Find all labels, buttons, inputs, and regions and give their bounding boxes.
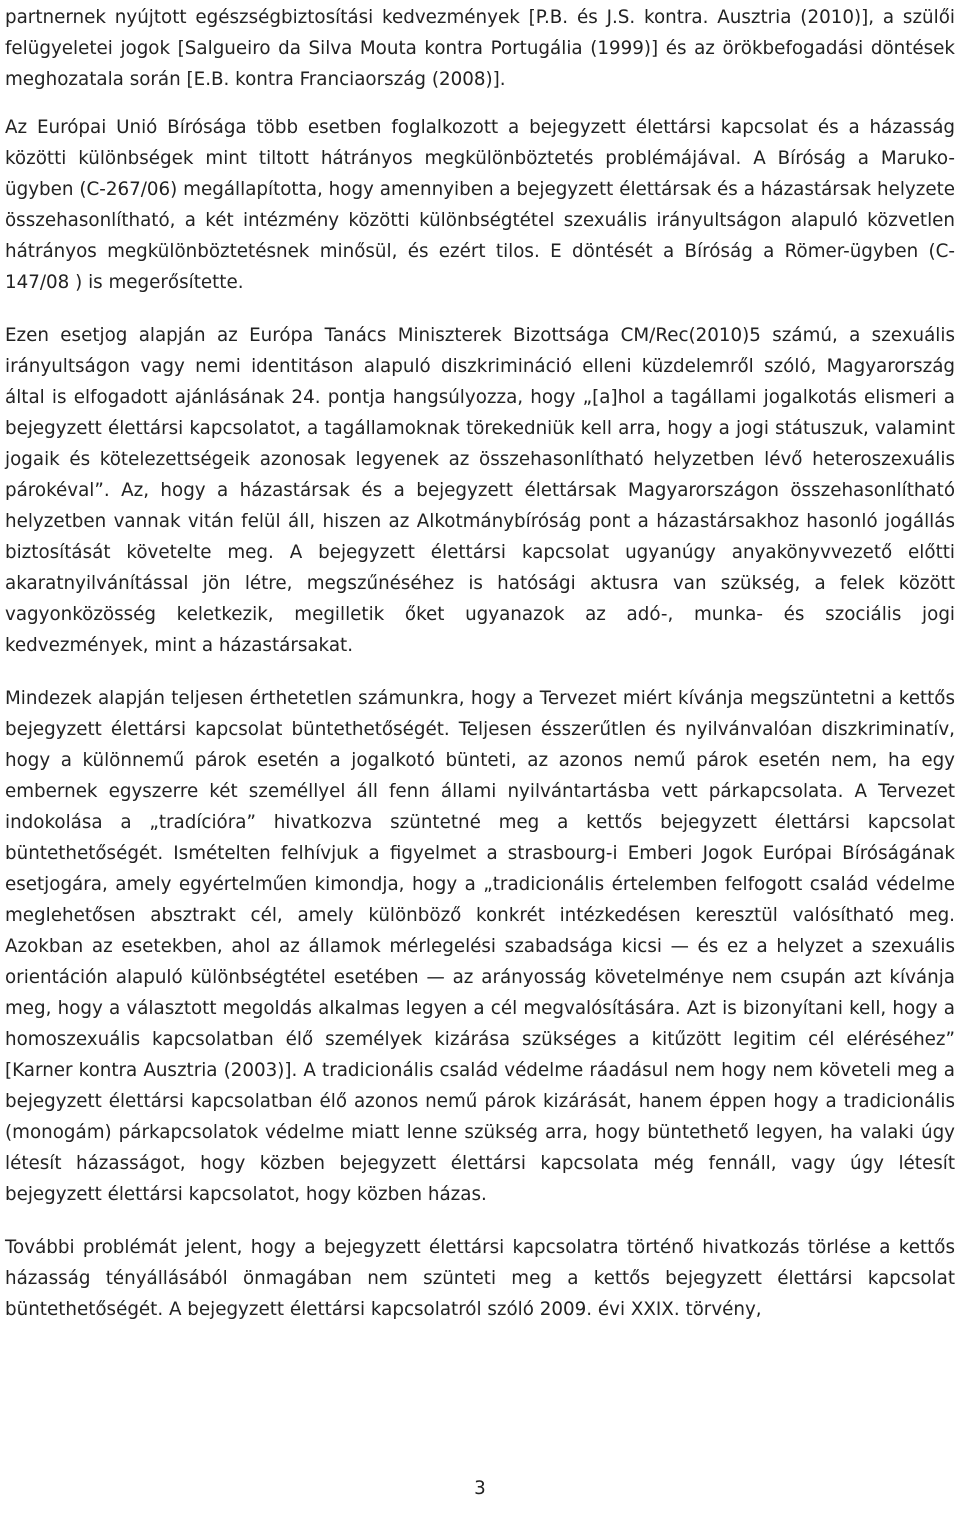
page-number: 3 (474, 1478, 486, 1499)
paragraph-4: Mindezek alapján teljesen érthetetlen számunkra, hogy a Tervezet miért kívánja megszüntetni a kettős bejegyzett élettársi kapcsolat büntethetőségét. Teljesen ésszerűtlen és nyilvánvalóan diszkriminatív, hogy a különnemű párok esetén a jogalkotó bünteti, az azonos nemű párok esetén nem, ha egy embernek egyszerre két személlyel áll fenn állami nyilvántartásba vett párkapcsolata. A Tervezet indokolása a „tradícióra” hivatkozva szüntetné meg a kettős bejegyzett élettársi kapcsolat büntethetőségét. Ismételten felhívjuk a figyelmet a strasbourg-i Emberi Jogok Európai Bíróságának esetjogára, amely egyértelműen kimondja, hogy a „tradicionális értelemben felfogott család védelme meglehetősen absztrakt cél, amely különböző konkrét intézkedésen keresztül valósítható meg. Azokban az esetekben, ahol az államok mérlegelési szabadsága kicsi — és ez a helyzet a szexuális orientáción alapuló különbségtétel esetében — az arányosság követelménye nem csupán azt kívánja meg, hogy a választott megoldás alkalmas legyen a cél megvalósítására. Azt is bizonyítani kell, hogy a homoszexuális kapcsolatban élő személyek kizárása szükséges a kitűzött legitim cél eléréséhez” [Karner kontra Ausztria (2003)]. A tradicionális család védelme ráadásul nem hogy nem követeli meg a bejegyzett élettársi kapcsolatban élő azonos nemű párok kizárását, hanem éppen hogy a tradicionális (monogám) párkapcsolatok védelme miatt lenne szükség arra, hogy büntethető legyen, ha valaki úgy létesít házasságot, hogy közben bejegyzett élettársi kapcsolata még fennáll, vagy úgy létesít bejegyzett élettársi kapcsolatot, hogy közben házas. (5, 688, 955, 1205)
paragraph-1: partnernek nyújtott egészségbiztosítási kedvezmények [P.B. és J.S. kontra. Ausztria (2010)], a szülői felügyeletei jogok [Salgueiro da Silva Mouta kontra Portugália (1999)] és az örökbefogadási döntések meghozatala során [E.B. kontra Franciaország (2008)]. (5, 7, 955, 90)
paragraph-3: Ezen esetjog alapján az Európa Tanács Miniszterek Bizottsága CM/Rec(2010)5 számú, a szexuális irányultságon vagy nemi identitáson alapuló diszkrimináció elleni küzdelemről szóló, Magyarország által is elfogadott ajánlásának 24. pontja hangsúlyozza, hogy „[a]hol a tagállami jogalkotás elismeri a bejegyzett élettársi kapcsolatot, a tagállamoknak törekedniük kell arra, hogy a jogi státuszuk, valamint jogaik és kötelezettségeik azonosak legyenek az összehasonlítható helyzetben lévő heteroszexuális párokéval”. Az, hogy a házastársak és a bejegyzett élettársak Magyarországon összehasonlítható helyzetben vannak vitán felül áll, hiszen az Alkotmánybíróság pont a házastársakhoz hasonló jogállás biztosítását követelte meg. A bejegyzett élettársi kapcsolat ugyanúgy anyakönyvvezető előtti akaratnyilvánítással jön létre, megszűnéséhez is hatósági aktusra van szükség, a felek között vagyonközösség keletkezik, megilletik őket ugyanazok az adó-, munka- és szociális jogi kedvezmények, mint a házastársakat. (5, 325, 955, 656)
document-page (5, 0, 955, 1325)
paragraph-2: Az Európai Unió Bírósága több esetben foglalkozott a bejegyzett élettársi kapcsolat és a házasság közötti különbségek mint tiltott hátrányos megkülönböztetés problémájával. A Bíróság a Maruko-ügyben (C-267/06) megállapította, hogy amennyiben a bejegyzett élettársak és a házastársak helyzete összehasonlítható, a két intézmény közötti különbségtétel szexuális irányultságon alapuló közvetlen hátrányos megkülönböztetésnek minősül, és ezért tilos. E döntését a Bíróság a Römer-ügyben (C-147/08 ) is megerősítette. (5, 117, 955, 293)
paragraph-5: További problémát jelent, hogy a bejegyzett élettársi kapcsolatra történő hivatkozás törlése a kettős házasság tényállásából önmagában nem szünteti meg a kettős bejegyzett élettársi kapcsolat büntethetőségét. A bejegyzett élettársi kapcsolatról szóló 2009. évi XXIX. törvény, (5, 1237, 955, 1320)
